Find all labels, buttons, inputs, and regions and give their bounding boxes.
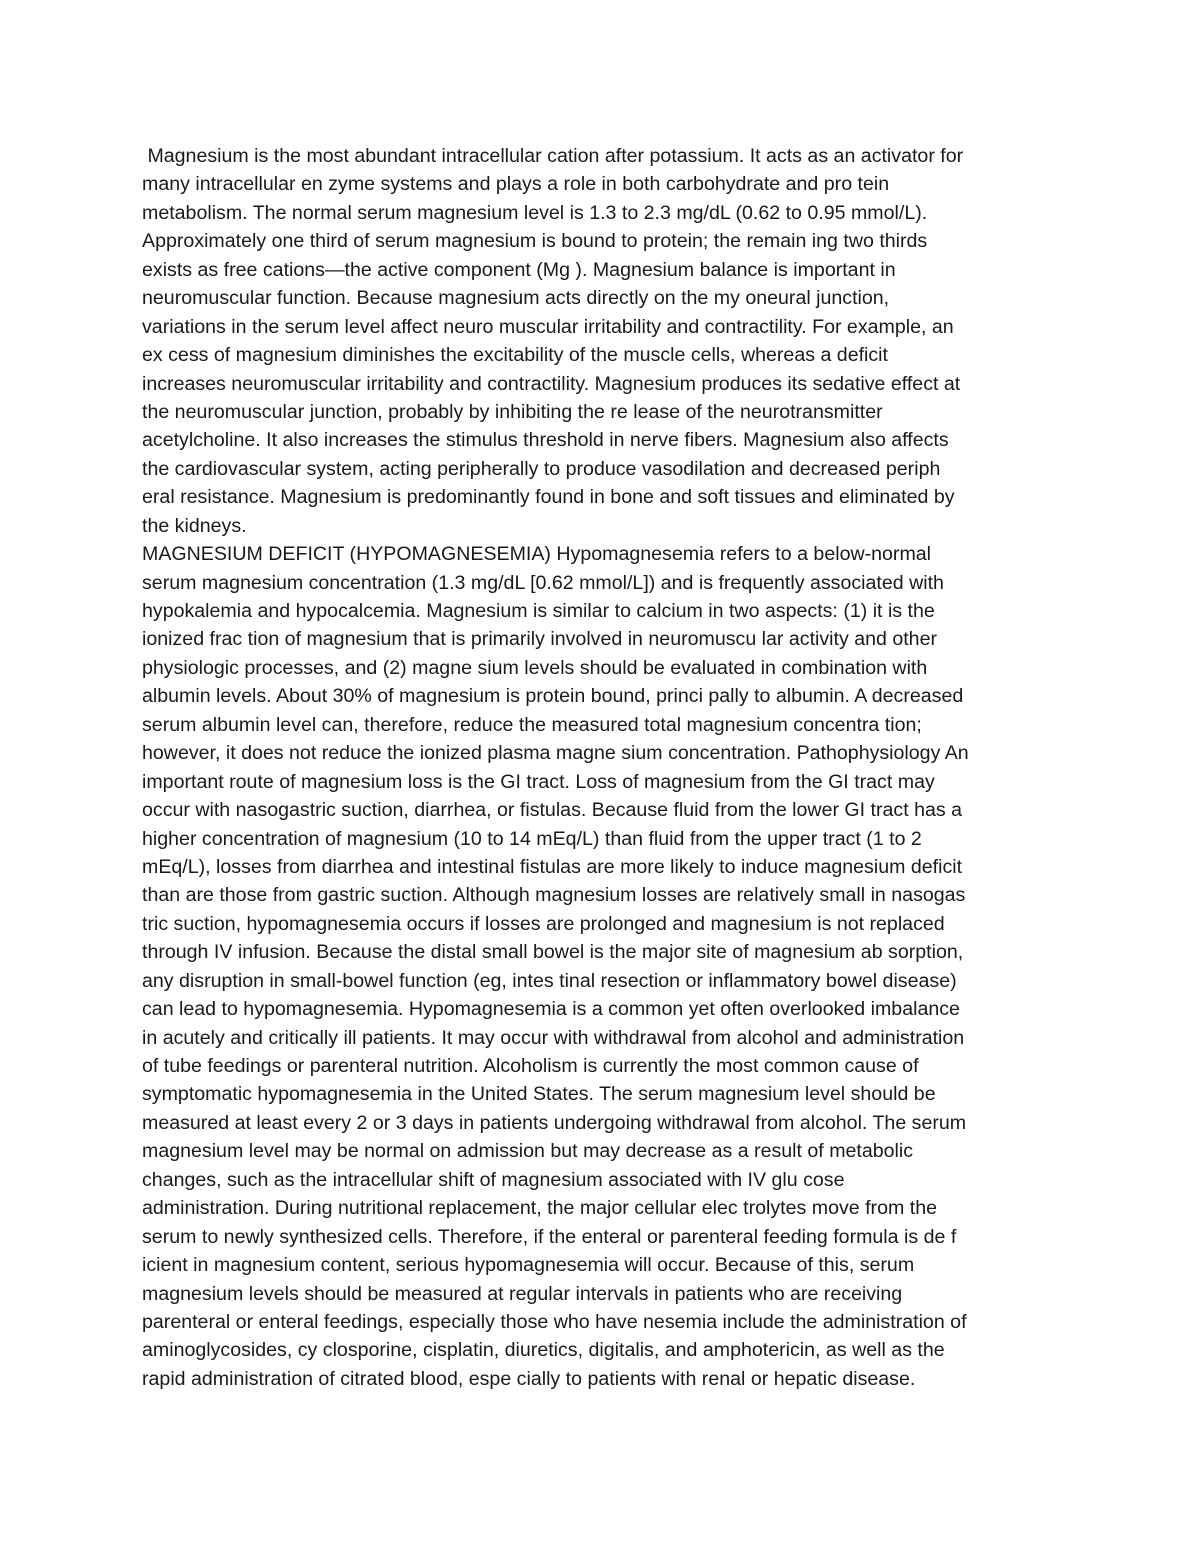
text-line: increases neuromuscular irritability and contractility. Magnesium produces its sedative effect at <box>142 372 961 395</box>
text-line: magnesium levels should be measured at regular intervals in patients who are receiving <box>142 1282 903 1305</box>
text-line: variations in the serum level affect neuro muscular irritability and contractility. For example, an <box>142 315 954 338</box>
text-line: albumin levels. About 30% of magnesium is protein bound, princi pally to albumin. A decreased <box>142 685 964 708</box>
text-line: parenteral or enteral feedings, especially those who have nesemia include the administration of <box>142 1310 967 1333</box>
text-line: important route of magnesium loss is the GI tract. Loss of magnesium from the GI tract may <box>142 770 935 793</box>
text-line: magnesium level may be normal on admission but may decrease as a result of metabolic <box>142 1140 914 1163</box>
text-line: however, it does not reduce the ionized plasma magne sium concentration. Pathophysiology An <box>142 742 969 765</box>
section-heading-line: MAGNESIUM DEFICIT (HYPOMAGNESEMIA) Hypomagnesemia refers to a below-normal <box>142 543 932 566</box>
text-line: many intracellular en zyme systems and plays a role in both carbohydrate and pro tein <box>142 173 890 196</box>
text-line: occur with nasogastric suction, diarrhea, or fistulas. Because fluid from the lower GI tract has a <box>142 799 963 822</box>
text-line: ionized frac tion of magnesium that is primarily involved in neuromuscu lar activity and other <box>142 628 938 651</box>
text-line: rapid administration of citrated blood, espe cially to patients with renal or hepatic disease. <box>142 1367 916 1390</box>
text-line: of tube feedings or parenteral nutrition. Alcoholism is currently the most common cause of <box>142 1055 919 1077</box>
text-line: eral resistance. Magnesium is predominantly found in bone and soft tissues and eliminated by <box>142 486 955 509</box>
text-line: any disruption in small-bowel function (eg, intes tinal resection or inflammatory bowel disease) <box>142 969 957 992</box>
text-line: tric suction, hypomagnesemia occurs if losses are prolonged and magnesium is not replaced <box>142 912 945 935</box>
body-text <box>142 142 1072 1393</box>
text-line: acetylcholine. It also increases the stimulus threshold in nerve fibers. Magnesium also affects <box>142 429 949 452</box>
text-line: measured at least every 2 or 3 days in patients undergoing withdrawal from alcohol. The serum <box>142 1111 967 1134</box>
text-line: than are those from gastric suction. Although magnesium losses are relatively small in nasogas <box>142 884 966 907</box>
text-line: administration. During nutritional replacement, the major cellular elec trolytes move from the <box>142 1197 937 1220</box>
text-line: can lead to hypomagnesemia. Hypomagnesemia is a common yet often overlooked imbalance <box>142 998 960 1021</box>
text-line: metabolism. The normal serum magnesium level is 1.3 to 2.3 mg/dL (0.62 to 0.95 mmol/L). <box>142 201 928 224</box>
text-line: serum magnesium concentration (1.3 mg/dL [0.62 mmol/L]) and is frequently associated with <box>142 571 944 594</box>
text-line: neuromuscular function. Because magnesium acts directly on the my oneural junction, <box>142 287 890 310</box>
text-line: higher concentration of magnesium (10 to 14 mEq/L) than fluid from the upper tract (1 to 2 <box>142 827 922 850</box>
text-line: the kidneys. <box>142 514 247 537</box>
text-line: serum to newly synthesized cells. Therefore, if the enteral or parenteral feeding formula is de f <box>142 1225 957 1248</box>
text-line: physiologic processes, and (2) magne sium levels should be evaluated in combination with <box>142 656 928 679</box>
text-line: serum albumin level can, therefore, reduce the measured total magnesium concentra tion; <box>142 713 922 736</box>
text-line: changes, such as the intracellular shift of magnesium associated with IV glu cose <box>142 1168 845 1191</box>
text-line: through IV infusion. Because the distal small bowel is the major site of magnesium ab sorption, <box>142 941 964 964</box>
text-line: ex cess of magnesium diminishes the excitability of the muscle cells, whereas a deficit <box>142 344 888 367</box>
text-line: symptomatic hypomagnesemia in the United States. The serum magnesium level should be <box>142 1083 936 1106</box>
text-line: icient in magnesium content, serious hypomagnesemia will occur. Because of this, serum <box>142 1254 915 1277</box>
text-line: in acutely and critically ill patients. It may occur with withdrawal from alcohol and administration <box>142 1026 965 1049</box>
text-line: hypokalemia and hypocalcemia. Magnesium is similar to calcium in two aspects: (1) it is the <box>142 600 935 622</box>
text-line: mEq/L), losses from diarrhea and intestinal fistulas are more likely to induce magnesium deficit <box>142 855 963 878</box>
text-line: the neuromuscular junction, probably by inhibiting the re lease of the neurotransmitter <box>142 400 883 423</box>
text-line: Magnesium is the most abundant intracellular cation after potassium. It acts as an activator for <box>142 145 964 167</box>
text-line: Approximately one third of serum magnesium is bound to protein; the remain ing two thirds <box>142 230 928 253</box>
text-line: exists as free cations—the active component (Mg ). Magnesium balance is important in <box>142 258 896 281</box>
text-line: aminoglycosides, cy closporine, cisplatin, diuretics, digitalis, and amphotericin, as well as the <box>142 1339 945 1362</box>
text-line: the cardiovascular system, acting peripherally to produce vasodilation and decreased periph <box>142 457 941 480</box>
